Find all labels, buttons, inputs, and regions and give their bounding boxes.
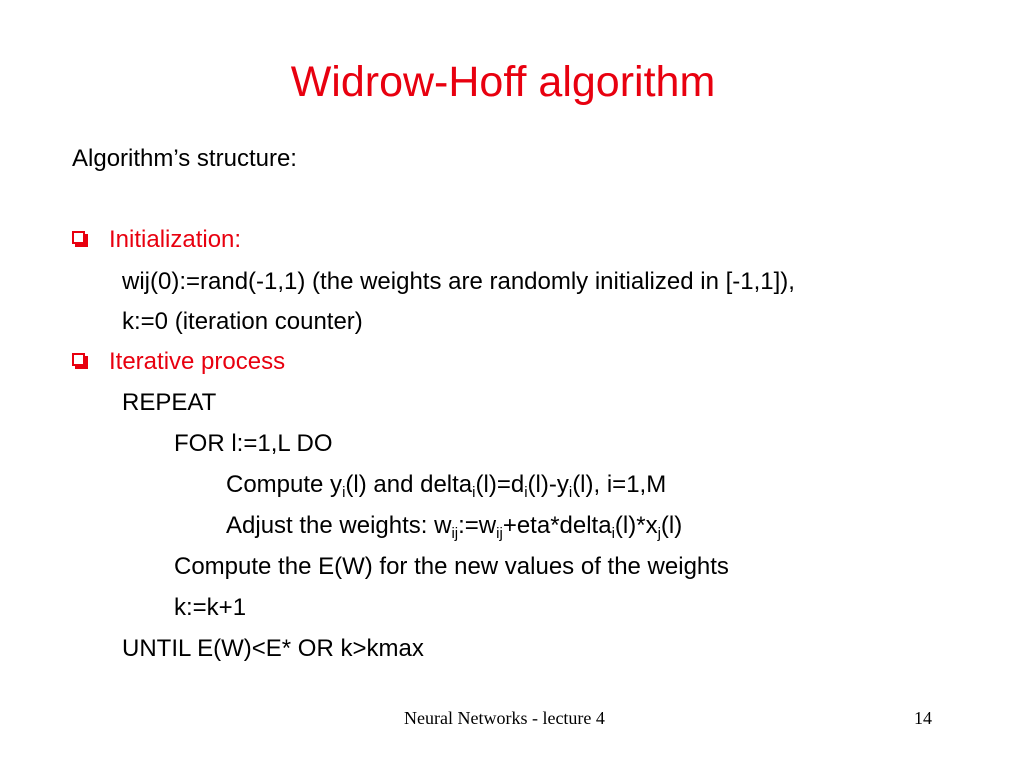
for-loop-line: FOR l:=1,L DO: [174, 430, 333, 457]
hollow-square-bullet-icon: [72, 353, 88, 369]
compute-error-line: Compute the E(W) for the new values of the weights: [174, 553, 729, 580]
page-number: 14: [914, 708, 932, 728]
adjust-weights-line: Adjust the weights: $w_{ij}:=w_{ij}+eta*delta_i(l)*x_j(l)$: [226, 512, 683, 542]
slide-title: Widrow-Hoff algorithm: [290, 58, 716, 106]
increment-counter-line: k:=k+1: [174, 594, 247, 621]
hollow-square-bullet-icon: [72, 231, 88, 247]
iterative-heading: Iterative process: [109, 348, 286, 375]
footer-lecture: Neural Networks - lecture 4: [404, 708, 605, 728]
repeat-keyword: REPEAT: [122, 389, 217, 416]
counter-init-line: k:=0 (iteration counter): [122, 308, 363, 335]
compute-output-line: Compute $y_i(l)$ and $delta_i(l)=d_i(l)-y_i(l)$, i=1,M: [226, 471, 667, 501]
until-condition-line: UNTIL E(W)<E* OR k>kmax: [122, 635, 424, 662]
initialization-heading: Initialization:: [109, 226, 242, 253]
weights-init-line: wij(0):=rand(-1,1) (the weights are randomly initialized in [-1,1]),: [122, 268, 795, 295]
intro-text: Algorithm’s structure:: [72, 145, 297, 172]
